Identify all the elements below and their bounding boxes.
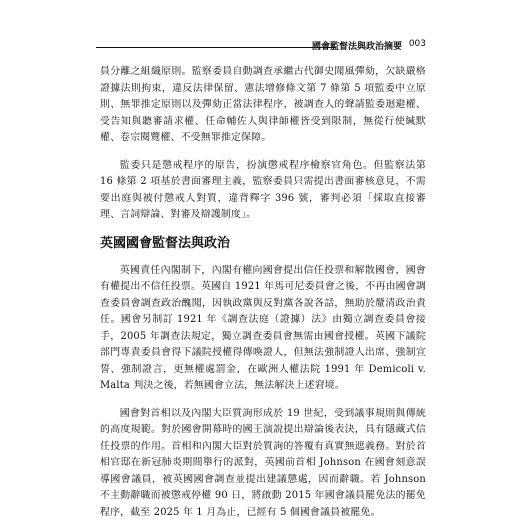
- page-body: [100, 64, 426, 532]
- header-rule: [96, 47, 336, 48]
- paragraph-question-time: 國會對首相以及內閣大臣質詢形成於 19 世紀，受到議事規則與傳統的高度規範。對於國會開幕時的國王演說提出辯論後表決，具有隱藏式信任投票的作用。首相和內閣大臣對於質詢的答覆有真實無遮義務。對於首相官邸在新冠肺炎期間舉行的派對，英國前首相 Johnson 在國會刻意誤導國會議員，被英國國會調查並提出建議懲處，因而辭職。若 Johnson 不主動辭職而被懲戒停權 90 日，將啟動 2015 年國會議員罷免法的罷免程序，截至 2025 年 1 月為止，已經有 5 個國會議員被罷免。: [100, 407, 426, 518]
- paragraph-monitoring-procedure: 監委只是懲戒程序的原告，扮演懲戒程序檢察官角色。但監察法第 16 條第 2 項基於書面審理主義，監察委員只需提出書面審核意見，不需要出庭與被付懲戒人對質，違背釋字 396 號，審判必須「採取直接審理、言詞辯論、對審及辯護制度」。: [100, 159, 426, 220]
- running-header-title: 國會監督法與政治摘要: [311, 42, 402, 52]
- running-header: [96, 36, 426, 54]
- page-number: 003: [408, 39, 426, 49]
- paragraph-cabinet-system: 英國責任內閣制下，內閣有權向國會提出信任投票和解散國會，國會有權提出不信任投票。英國自 1921 年馬可尼委員會之後，不再由國會調查委員會調查政治醜聞，因執政黨與反對黨各說各話，無助於釐清政治責任。國會另制訂 1921 年《調查法庭（證據）法》由獨立調查委員會接手，2005 年調查法規定，獨立調查委員會無需由國會授權。英國下議院部門專責委員會得下議院授權得傳喚證人，但無法強制證人出席、強制宣誓、強制證言，更無權處罰金，在歐洲人權法院 1991 年 Demicoli v. Malta 判決之後，若無國會立法，無法解決上述窘境。: [100, 264, 426, 391]
- section-heading: 英國國會監督法與政治: [100, 235, 231, 251]
- paragraph-continued: 員分離之組織原則。監察委員自動調查承繼古代御史聞風彈劾，欠缺嚴格證據法則拘束，違反法律保留、憲法增修條文第 7 條第 5 項監委中立原則、無罪推定原則以及彈劾正當法律程序，被調查人的聲請監委迴避權、受告知與聽審請求權、任命輔佐人與律師權皆受到限制，無從行使緘默權、卷宗閱覽權、不受無罪推定保障。: [100, 66, 426, 143]
